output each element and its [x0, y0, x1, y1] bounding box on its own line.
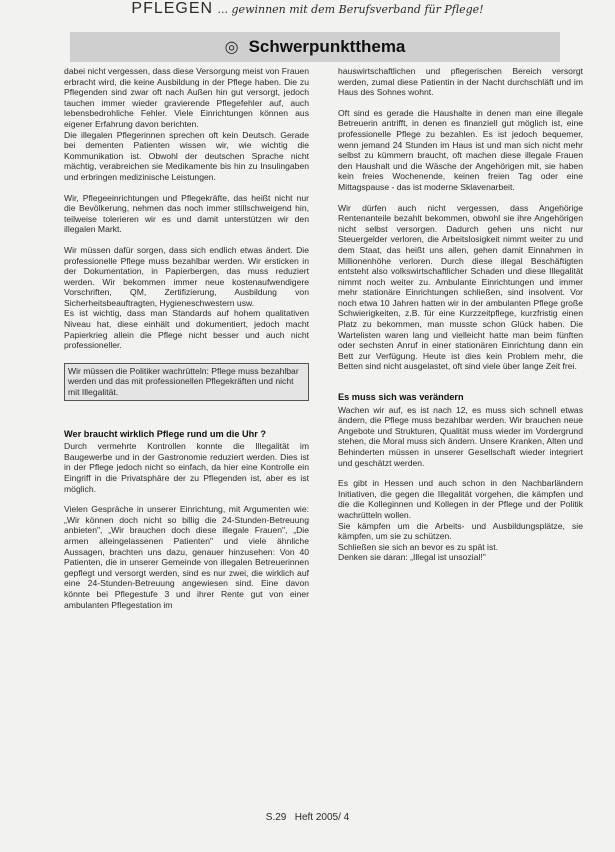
paragraph: Durch vermehrte Kontrollen konnte die Illegalität im Baugewerbe und in der Gastronomie reduziert werden. Dies ist in der Pflege jedoch nicht so einfach, da hier eine Kontrolle ein Eingriff in die Privatsphäre der zu Pflegenden ist, aber es ist möglich.	[64, 441, 309, 494]
footer-issue	[0, 812, 615, 823]
brand-name: PFLEGEN	[131, 0, 214, 17]
paragraph: hauswirtschaftlichen und pflegerischen Bereich versorgt werden, zumal diese Patientin in der Nacht durchschläft und im Haus des Sohnes wohnt.	[338, 66, 583, 98]
section-title: Schwerpunktthema	[248, 37, 406, 56]
subheading: Wer braucht wirklich Pflege rund um die Uhr ?	[64, 428, 266, 439]
paragraph: dabei nicht vergessen, dass diese Versorgung meist von Frauen erbracht wird, die keine Ausbildung in der Pflege haben. Die zu Pflegenden sind zwar oft nach Außen hin gut versorgt, jedoch tauchen immer wieder gravierende Pflegefehler auf, auch lebensbedrohliche Fehler. Viele Einrichtungen können aus eigener Erfahrung davon berichten.	[64, 66, 309, 129]
paragraph: Die illegalen Pflegerinnen sprechen oft kein Deutsch. Gerade bei dementen Patienten wissen wir, wie wichtig die Kommunikation ist. Obwohl der deutschen Sprache nicht mächtig, verabreichen sie Medikamente bis hin zu Insulingaben und erbringen medizinische Leistungen.	[64, 129, 309, 182]
paragraph: Schließen sie sich an bevor es zu spät ist.	[338, 541, 499, 552]
paragraph: Sie kämpfen um die Arbeits- und Ausbildungsplätze, sie kämpfen, um sie zu schützen.	[338, 520, 583, 542]
subheading: Es muss sich was verändern	[338, 392, 464, 403]
issue-number: Heft 2005/ 4	[294, 812, 350, 823]
highlight-box: Wir müssen die Politiker wachrütteln: Pflege muss bezahlbar werden und das mit professionellen Pflegekräften und nicht mit Illegalität.	[64, 363, 309, 401]
right-column	[338, 66, 583, 573]
paragraph: Oft sind es gerade die Haushalte in denen man eine illegale Betreuerin antrifft, in denen es finanziell gut möglich ist, eine professionelle Pflege zu bezahlen. Es ist jedoch bequemer, wenn jemand 24 Stunden im Haus ist und man sich nicht mehr selbst zu kümmern braucht, oft machen diese illegale Frauen den Haushalt und die Wäsche der Angehörigen mit, sie haben kein freies Wochenende, keinen freien Tag oder eine Mittagspause - das ist moderne Sklavenarbeit.	[338, 107, 583, 192]
paragraph: Wir dürfen auch nicht vergessen, dass Angehörige Rentenanteile bezahlt bekommen, obwohl sie ihre Angehörigen nicht selbst versorgen. Dadurch gehen uns nicht nur Steuergelder verloren, die Arbeitslosigkeit nimmt weiter zu und dem Staat, das heißt uns allen, gehen damit Einnahmen in Millionenhöhe verloren. Durch diese illegal Beschäftigten entsteht also volkswirtschaftlicher Schaden und diese Illegalität nimmt noch weiter zu. Ambulante Einrichtungen und immer mehr stationäre Einrichtungen schließen, sind insolvent. Vor noch etwa 10 Jahren hatten wir in der ambulanten Pflege große Schwierigkeiten, z.B. für eine Kurzzeitpflege, kurzfristig einen Platz zu bekommen, man musste schon Glück haben. Die Wartelisten waren lang und vielleicht hatte man beim fünften oder sechsten Anruf in einer stationären Einrichtung dann ein Bett zur Verfügung. Heute ist dies kein Problem mehr, die Betten sind nicht ausgelastet, oft sind viele über lange Zeit frei.	[338, 202, 583, 372]
paragraph: Denken sie daran: „Illegal ist unsozial!"	[338, 552, 486, 563]
left-column	[64, 66, 309, 620]
section-header	[70, 32, 560, 62]
paragraph: Wachen wir auf, es ist nach 12, es muss sich schnell etwas ändern, die Pflege muss bezahlbar werden. Wir brauchen neue Angebote und Strukturen, Qualität muss wieder im Vordergrund stehen, die Moral muss sich ändern. Unsere Kranken, Alten und Behinderten müssen in unserer Gesellschaft wieder integriert und geschätzt werden.	[338, 404, 583, 468]
page-number: S.29	[265, 812, 287, 823]
paragraph: Es ist wichtig, dass man Standards auf hohem qualitativen Niveau hat, diese einhält und dokumentiert, jedoch macht Papierkrieg allein die Pflege nicht besser und auch nicht professioneller.	[64, 308, 309, 351]
paragraph: Es gibt in Hessen und auch schon in den Nachbarländern Initiativen, die gegen die Illegalität vorgehen, die kämpfen und die die Kolleginnen und Kollegen in der Pflege und der Politik wachrütteln wollen.	[338, 478, 583, 520]
paragraph: Wir müssen dafür sorgen, dass sich endlich etwas ändert. Die professionelle Pflege muss bezahlbar werden. Wir ersticken in der Dokumentation, in Papierbergen, das muss reduziert werden. Wir bekommen immer neue kostenaufwendigere Vorschriften, QM, Zertifizierung, Ausbildung von Sicherheitsbeauftragten, Hygieneschwestern usw.	[64, 244, 309, 308]
paragraph: Vielen Gespräche in unserer Einrichtung, mit Argumenten wie: „Wir können doch nicht so billig die 24-Stunden-Betreuung anbieten", „Wir brauchen doch diese illegale Frauen", „Die armen alleingelassenen Patienten" und viele ähnliche Aussagen, brachten uns dazu, genauer hinzusehen: Von 40 Patienten, die in unserer Gemeinde von illegalen Betreuerinnen gepflegt und versorgt werden, sind es nur zwei, die wirklich auf eine 24-Stunden-Betreuung angewiesen sind. Eine davon könnte bei Pflegestufe 3 und ihrer Rente gut von einer ambulanten Pflegestation im	[64, 504, 309, 610]
paragraph: Wir, Pflegeeinrichtungen und Pflegekräfte, das heißt nicht nur die Bevölkerung, nehmen das noch immer stillschweigend hin, teilweise tolerieren wir es und damit unterstützen wir den illegalen Markt.	[64, 192, 309, 235]
target-icon: ◎	[224, 39, 239, 56]
footer-slogan	[0, 0, 615, 18]
slogan-text: ... gewinnen mit dem Berufsverband für Pflege!	[217, 3, 484, 16]
